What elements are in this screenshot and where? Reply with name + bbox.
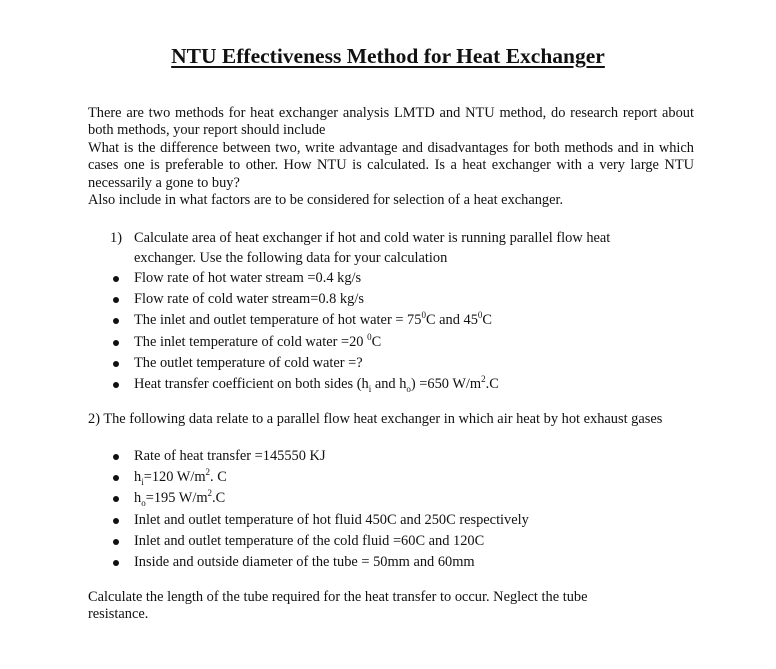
list-item: The inlet temperature of cold water =20 $^0$C (110, 332, 499, 353)
question-2-data-list (110, 446, 529, 573)
question-1-data-list (110, 268, 499, 395)
list-item: The outlet temperature of cold water =? (110, 353, 499, 374)
document-title: NTU Effectiveness Method for Heat Exchanger (171, 44, 605, 68)
question-1-heading (110, 229, 650, 268)
list-item: Inside and outside diameter of the tube = 50mm and 60mm (110, 552, 529, 573)
list-item: $h_o=195$ $W/m^2.C$ (110, 488, 529, 509)
question-1-text: Calculate area of heat exchanger if hot and cold water is running parallel flow heat exchanger. Use the following data for your calculation (134, 230, 611, 266)
list-item: Rate of heat transfer =145550 KJ (110, 446, 529, 467)
question-2-heading: 2) The following data relate to a parallel flow heat exchanger in which air heat by hot exhaust gases (88, 411, 663, 427)
list-item: $h_i=120$ $W/m^2$. C (110, 467, 529, 488)
list-item: Heat transfer coefficient on both sides ($h_i$ and $h_o) =650$ $W/m^2.C$ (110, 374, 499, 395)
intro-paragraph-2: What is the difference between two, write advantage and disadvantages for both methods and in which cases one is preferable to other. How NTU is calculated. Is a heat exchanger with a very large NTU necessarily a gone to buy? (88, 139, 694, 191)
question-1-number: 1) (110, 230, 122, 246)
list-item: Flow rate of cold water stream=0.8 kg/s (110, 289, 499, 310)
intro-section (88, 105, 694, 209)
list-item: Inlet and outlet temperature of the cold fluid =60C and 120C (110, 531, 529, 552)
intro-paragraph-3: Also include in what factors are to be considered for selection of a heat exchanger. (88, 192, 564, 209)
list-item: Flow rate of hot water stream =0.4 kg/s (110, 268, 499, 289)
list-item: Inlet and outlet temperature of hot fluid 450C and 250C respectively (110, 510, 529, 531)
list-item: The inlet and outlet temperature of hot water = $75^0C$ and $45^0C$ (110, 310, 499, 331)
final-instruction: Calculate the length of the tube required for the heat transfer to occur. Neglect the tube resistance. (88, 589, 588, 623)
intro-paragraph-1: There are two methods for heat exchanger analysis LMTD and NTU method, do research report about both methods, your report should include (88, 105, 694, 139)
